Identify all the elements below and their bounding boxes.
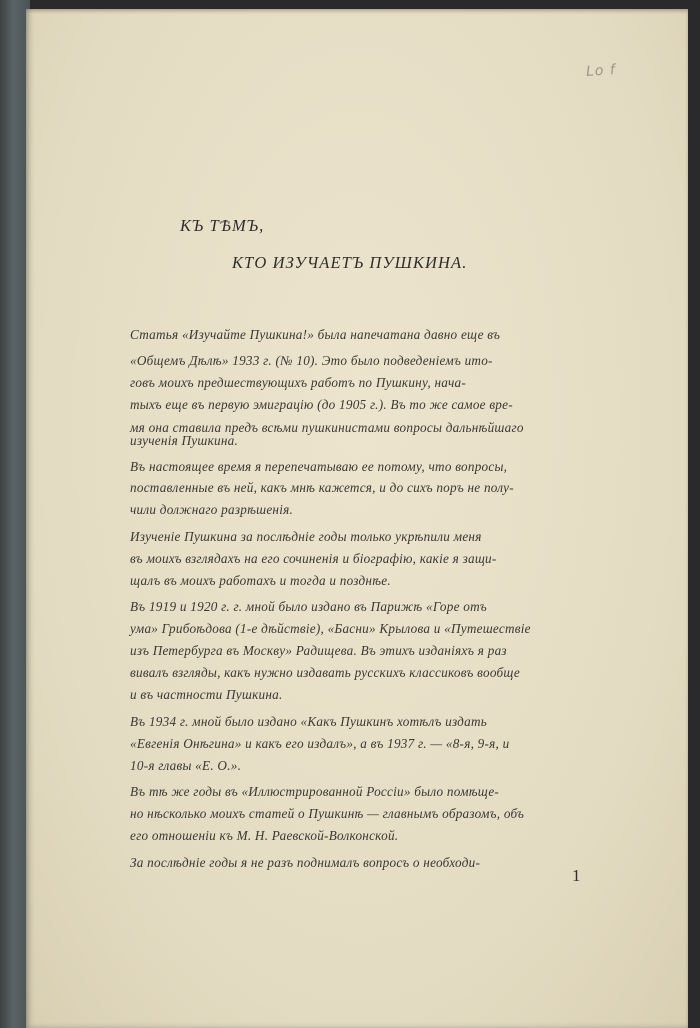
text-line: щалъ въ моихъ работахъ и тогда и позднѣе. [130,573,391,588]
text-line: говъ моихъ предшествующихъ работъ по Пушкину, нача- [130,375,466,390]
document-page [26,9,688,1028]
text-line: «Евгенія Онѣгина» и какъ его издалъ», а въ 1937 г. — «8-я, 9-я, и [130,736,510,751]
text-line: тыхъ еще въ первую эмиграцію (до 1905 г.). Въ то же самое вре- [130,397,513,412]
text-line: мя она ставила предъ всѣми пушкинистами вопросы дальнѣйшаго [130,420,524,435]
text-line: чили должнаго разрѣшенія. [130,502,294,517]
text-line: ума» Грибоѣдова (1-е дѣйствіе), «Басни» Крылова и «Путешествіе [130,621,531,636]
text-line: его отношеніи къ М. Н. Раевской-Волконской. [130,828,399,843]
text-line: Статья «Изучайте Пушкина!» была напечатана давно еще въ [130,327,501,342]
heading-line-2: КТО ИЗУЧАЕТЪ ПУШКИНА. [232,253,468,272]
text-line: поставленные въ ней, какъ мнѣ кажется, и до сихъ поръ не полу- [130,480,514,495]
text-line: но нѣсколько моихъ статей о Пушкинѣ — главнымъ образомъ, объ [130,806,525,821]
text-line: Въ 1919 и 1920 г. г. мной было издано въ Парижѣ «Горе отъ [130,599,487,614]
pencil-annotation: Lo f [585,61,617,81]
text-line: За послѣдніе годы я не разъ поднималъ вопросъ о необходи- [130,855,481,870]
text-line: Въ тѣ же годы въ «Иллюстрированной Россіи» было помѣще- [130,784,500,799]
text-line: изъ Петербурга въ Москву» Радищева. Въ этихъ изданіяхъ я раз [130,643,507,658]
text-line: Изученіе Пушкина за послѣдніе годы только укрѣпили меня [130,529,482,544]
text-line: «Общемъ Дѣлѣ» 1933 г. (№ 10). Это было подведеніемъ ито- [130,353,493,368]
text-line: Въ 1934 г. мной было издано «Какъ Пушкинъ хотѣлъ издать [130,714,487,729]
text-line: и въ частности Пушкина. [130,687,283,702]
heading-line-1: КЪ ТѢМЪ, [180,216,265,235]
text-line: изученія Пушкина. [130,433,239,448]
text-line: въ моихъ взглядахъ на его сочиненія и біографію, какіе я защи- [130,551,497,566]
page-number: 1 [572,866,581,885]
text-line: 10-я главы «Е. О.». [130,758,242,773]
text-line: Въ настоящее время я перепечатываю ее потому, что вопросы, [130,459,508,474]
text-line: вивалъ взгляды, какъ нужно издавать русскихъ классиковъ вообще [130,665,521,680]
